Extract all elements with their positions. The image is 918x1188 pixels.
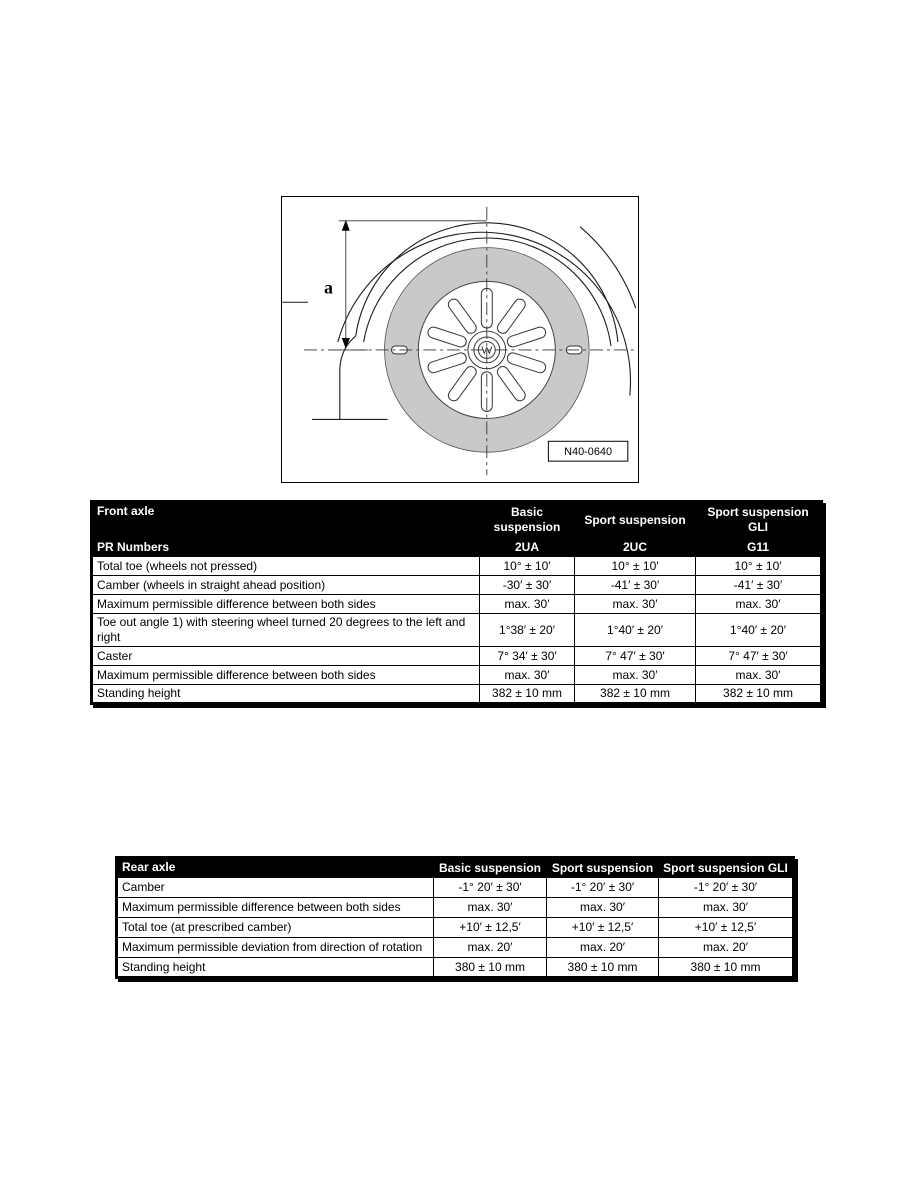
value-cell: 10° ± 10′ [480,557,575,576]
table-row [117,918,794,938]
value-cell: -41′ ± 30′ [696,576,822,595]
value-cell: max. 20′ [434,938,547,958]
column-header-cell: Rear axle [117,858,434,878]
rear-axle-table [115,856,795,979]
value-cell: 382 ± 10 mm [480,685,575,704]
value-cell: max. 20′ [547,938,659,958]
value-cell: 10° ± 10′ [696,557,822,576]
wheel-alignment-figure [281,196,639,483]
dimension-a-label: a [323,277,333,298]
value-cell: 382 ± 10 mm [575,685,696,704]
value-cell: max. 30′ [480,666,575,685]
value-cell: -1° 20′ ± 30′ [547,878,659,898]
rear-header-row [117,858,794,878]
value-cell: 2UC [575,538,696,557]
row-label-cell: Maximum permissible deviation from direction of rotation [117,938,434,958]
table-row [117,938,794,958]
value-cell: 380 ± 10 mm [547,958,659,978]
figure-number-box [548,441,627,461]
table-row [92,685,822,704]
table-row [117,878,794,898]
value-cell: 7° 47′ ± 30′ [696,647,822,666]
value-cell: max. 30′ [547,898,659,918]
wheel-illustration-svg [282,197,638,482]
table-row [92,647,822,666]
column-header-cell: Sport suspension [575,502,696,538]
table-row [92,666,822,685]
value-cell: max. 30′ [696,666,822,685]
value-cell: 7° 47′ ± 30′ [575,647,696,666]
table-row [117,958,794,978]
value-cell: -1° 20′ ± 30′ [659,878,794,898]
value-cell: 1°38′ ± 20′ [480,614,575,647]
value-cell: 380 ± 10 mm [659,958,794,978]
value-cell: 382 ± 10 mm [696,685,822,704]
value-cell: +10′ ± 12,5′ [659,918,794,938]
value-cell: G11 [696,538,822,557]
row-label-cell: Total toe (at prescribed camber) [117,918,434,938]
table-row [92,557,822,576]
value-cell: 7° 34′ ± 30′ [480,647,575,666]
value-cell: -41′ ± 30′ [575,576,696,595]
value-cell: max. 30′ [659,898,794,918]
row-label-cell: Camber (wheels in straight ahead position) [92,576,480,595]
value-cell: -30′ ± 30′ [480,576,575,595]
value-cell: 10° ± 10′ [575,557,696,576]
column-header-cell: Sport suspension [547,858,659,878]
front-header-row [92,502,822,538]
value-cell: max. 30′ [480,595,575,614]
value-cell: max. 30′ [575,666,696,685]
column-header-cell: Sport suspension GLI [696,502,822,538]
figure-number-label: N40-0640 [564,446,613,459]
table-row [92,576,822,595]
column-header-cell: Basic suspension [434,858,547,878]
table-row [92,614,822,647]
value-cell: 2UA [480,538,575,557]
value-cell: +10′ ± 12,5′ [434,918,547,938]
row-label-cell: Maximum permissible difference between both sides [92,666,480,685]
row-label-cell: Maximum permissible difference between both sides [92,595,480,614]
front-axle-table [90,500,823,705]
column-header-cell: Basic suspension [480,502,575,538]
value-cell: 1°40′ ± 20′ [696,614,822,647]
value-cell: max. 30′ [434,898,547,918]
row-label-cell: Caster [92,647,480,666]
table-row [92,595,822,614]
row-label-cell: Toe out angle 1) with steering wheel turned 20 degrees to the left and right [92,614,480,647]
value-cell: -1° 20′ ± 30′ [434,878,547,898]
value-cell: 380 ± 10 mm [434,958,547,978]
row-label-cell: Camber [117,878,434,898]
value-cell: max. 20′ [659,938,794,958]
column-header-cell: Front axle [92,502,480,538]
value-cell: 1°40′ ± 20′ [575,614,696,647]
row-label-cell: Maximum permissible difference between both sides [117,898,434,918]
row-label-cell: Standing height [92,685,480,704]
row-label-cell: Standing height [117,958,434,978]
row-label-cell: Total toe (wheels not pressed) [92,557,480,576]
table-row [117,898,794,918]
value-cell: max. 30′ [575,595,696,614]
row-label-cell: PR Numbers [92,538,480,557]
pr-numbers-row [92,538,822,557]
value-cell: max. 30′ [696,595,822,614]
column-header-cell: Sport suspension GLI [659,858,794,878]
value-cell: +10′ ± 12,5′ [547,918,659,938]
